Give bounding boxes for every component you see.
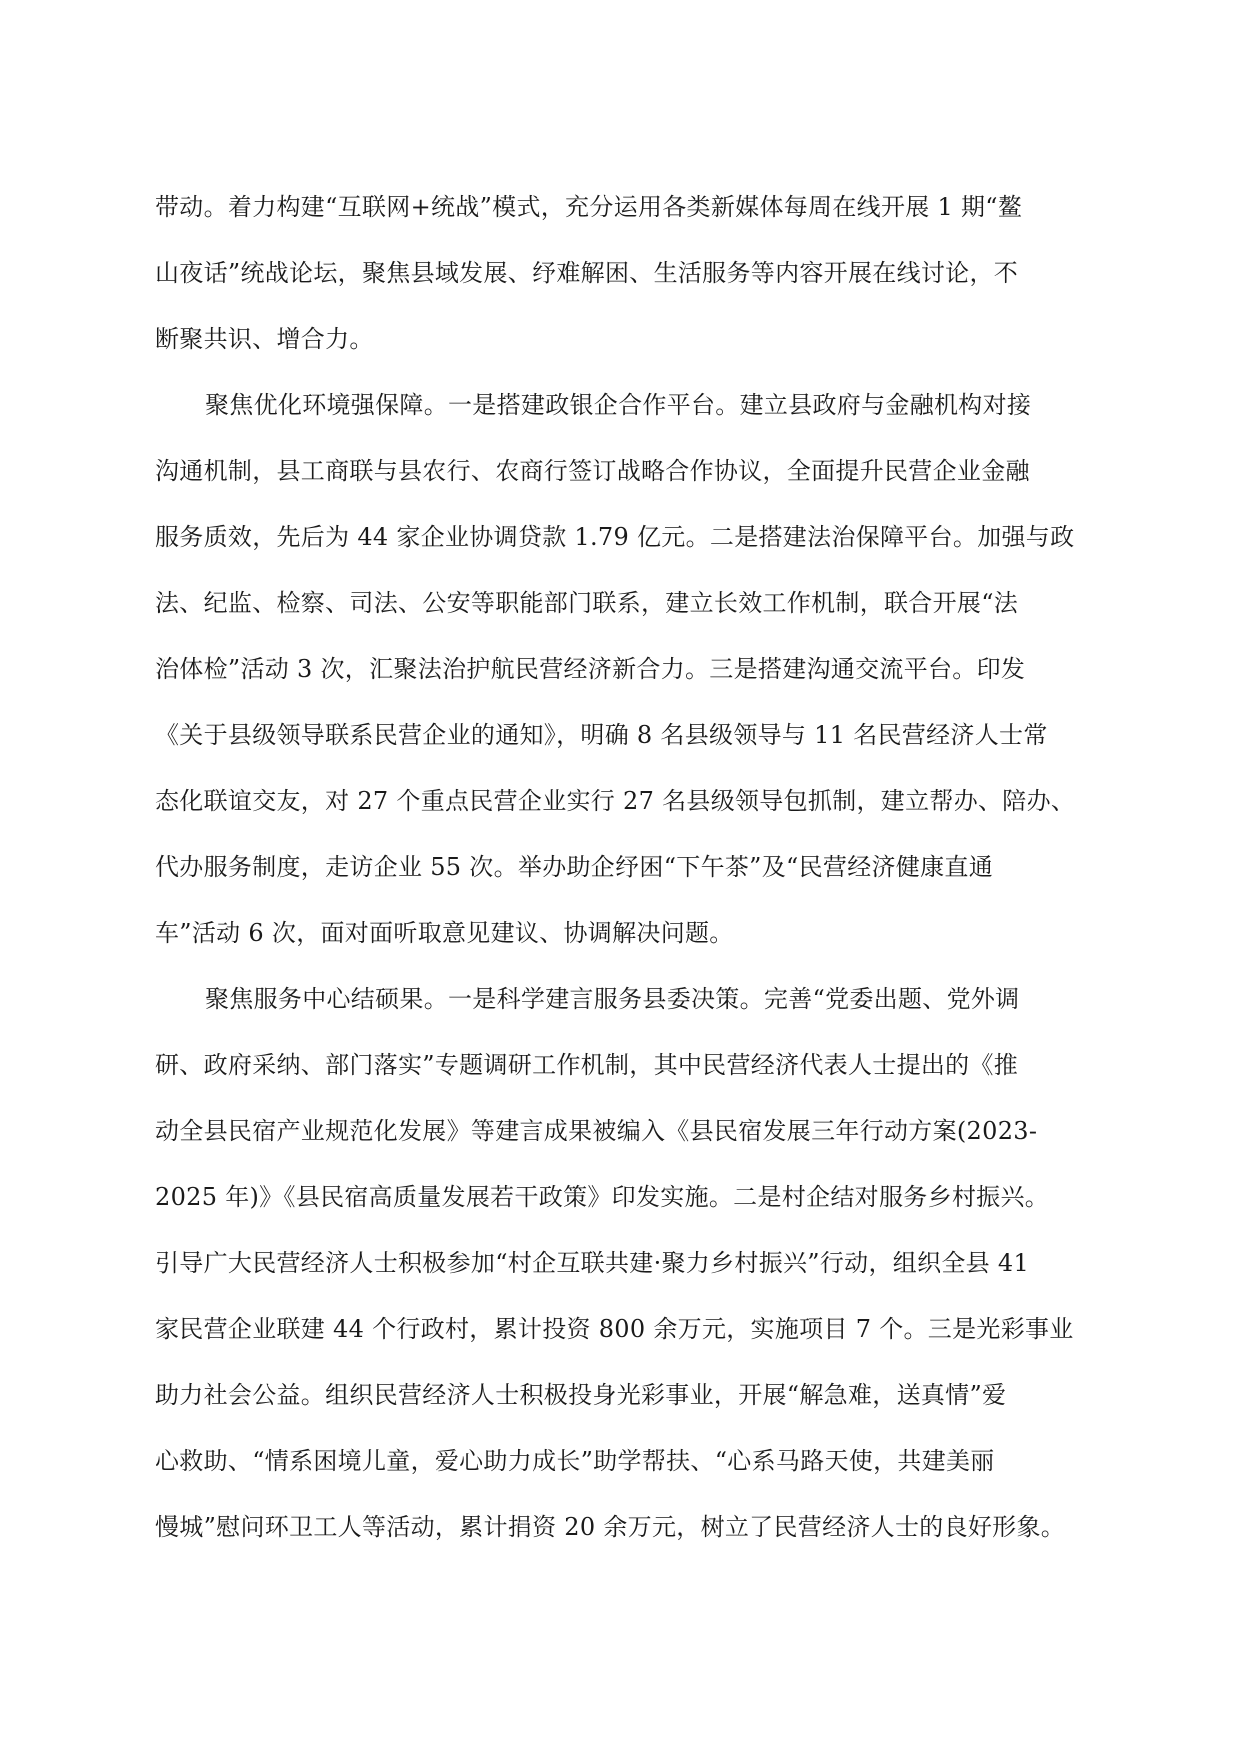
text-line: 态化联谊交友，对 27 个重点民营企业实行 27 名县级领导包抓制，建立帮办、陪办、 [155,787,1076,815]
text-line: 带动。着力构建“互联网+统战”模式，充分运用各类新媒体每周在线开展 1 期“鳌 [155,193,1023,221]
text-line: 动全县民宿产业规范化发展》等建言成果被编入《县民宿发展三年行动方案(2023- [155,1117,1038,1145]
text-line: 聚焦服务中心结硕果。一是科学建言服务县委决策。完善“党委出题、党外调 [205,985,1020,1013]
text-line: 家民营企业联建 44 个行政村，累计投资 800 余万元，实施项目 7 个。三是光彩事业 [155,1315,1074,1343]
text-line: 代办服务制度，走访企业 55 次。举办助企纾困“下午茶”及“民营经济健康直通 [155,853,994,881]
text-line: 慢城”慰问环卫工人等活动，累计捐资 20 余万元，树立了民营经济人士的良好形象。 [155,1513,1066,1541]
text-line: 2025 年)》《县民宿高质量发展若干政策》印发实施。二是村企结对服务乡村振兴。 [155,1183,1050,1211]
text-line: 车”活动 6 次，面对面听取意见建议、协调解决问题。 [155,919,734,947]
text-line: 《关于县级领导联系民营企业的通知》，明确 8 名县级领导与 11 名民营经济人士常 [155,721,1048,749]
document-page [155,190,1085,1576]
text-line: 服务质效，先后为 44 家企业协调贷款 1.79 亿元。二是搭建法治保障平台。加强与政 [155,523,1075,551]
text-line: 治体检”活动 3 次，汇聚法治护航民营经济新合力。三是搭建沟通交流平台。印发 [155,655,1026,683]
text-line: 助力社会公益。组织民营经济人士积极投身光彩事业，开展“解急难，送真情”爱 [155,1381,1007,1409]
text-line: 研、政府采纳、部门落实”专题调研工作机制，其中民营经济代表人士提出的《推 [155,1051,1019,1079]
paragraph-3 [155,982,1085,1576]
paragraph-1 [155,190,1085,388]
text-line: 法、纪监、检察、司法、公安等职能部门联系，建立长效工作机制，联合开展“法 [155,589,1019,617]
text-line: 聚焦优化环境强保障。一是搭建政银企合作平台。建立县政府与金融机构对接 [205,391,1032,419]
paragraph-2 [155,388,1085,982]
text-line: 沟通机制，县工商联与县农行、农商行签订战略合作协议，全面提升民营企业金融 [155,457,1030,485]
text-line: 引导广大民营经济人士积极参加“村企互联共建·聚力乡村振兴”行动，组织全县 41 [155,1249,1030,1277]
text-line: 山夜话”统战论坛，聚焦县域发展、纾难解困、生活服务等内容开展在线讨论，不 [155,259,1019,287]
text-line: 断聚共识、增合力。 [155,325,374,353]
text-line: 心救助、“情系困境儿童，爱心助力成长”助学帮扶、“心系马路天使，共建美丽 [155,1447,995,1475]
